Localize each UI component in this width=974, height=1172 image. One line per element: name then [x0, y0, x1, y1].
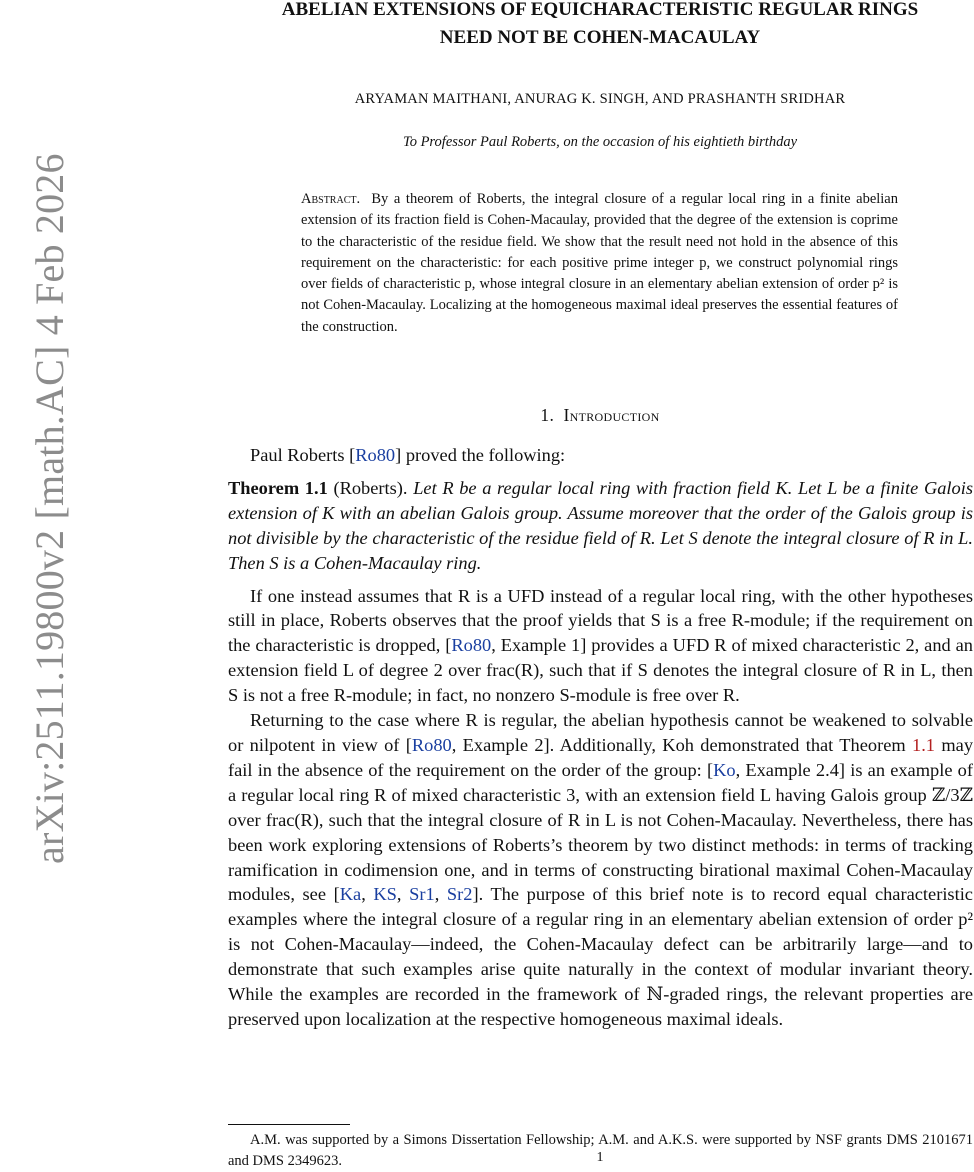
intro-text-end: ] proved the following: — [395, 445, 566, 465]
theorem-reference-link[interactable]: 1.1 — [912, 734, 936, 755]
citation-ro80[interactable]: Ro80 — [451, 635, 492, 656]
footnote-divider — [228, 1124, 350, 1125]
author-list: ARYAMAN MAITHANI, ANURAG K. SINGH, AND PRASHANTH SRIDHAR — [354, 91, 846, 107]
citation-ko[interactable]: Ko — [713, 759, 736, 780]
paragraph-text: , Example 2.4] is an example of a regular local ring R of mixed characteristic 3, with an extension field L having Galois group ℤ/3ℤ over frac(R), such that the integral closure of R in L is not Cohen-Macaulay. Nevertheless, there has been work exploring extensions of Roberts’s theorem by two distinct methods: in terms of tracking ramification in codimension one, and in terms of constructing birational maximal Cohen-Macaulay modules, see [ — [228, 759, 973, 905]
separator: , — [396, 884, 410, 905]
paragraph-regular — [228, 708, 973, 1032]
dedication: To Professor Paul Roberts, on the occasion of his eightieth birthday — [402, 134, 798, 150]
paragraph-text: , Example 2]. Additionally, Koh demonstrated that Theorem — [451, 734, 913, 755]
paragraph-text: If one instead assumes that R is a UFD instead of a regular local ring, with the other hypotheses still in place, Roberts observes that the proof yields that S is a free R-module; if the requirement on the characteristic is dropped, [ — [228, 585, 973, 656]
paragraph-text: ]. The purpose of this brief note is to record equal characteristic examples where the integral closure of a regular ring in an elementary abelian extension of order p² is not Cohen-Macaulay—indeed, the Cohen-Macaulay defect can be arbitrarily large—and to demonstrate that such examples arise quite naturally in the context of modular invariant theory. While the examples are recorded in the framework of ℕ-graded rings, the relevant properties are preserved upon localization at the respective homogeneous maximal ideals. — [228, 884, 973, 1029]
theorem-label: Theorem 1.1 — [228, 477, 328, 498]
abstract — [301, 189, 898, 338]
body-text — [228, 443, 973, 1032]
abstract-text: By a theorem of Roberts, the integral closure of a regular local ring in a finite abelian extension of its fraction field is Cohen-Macaulay, provided that the degree of the extension is coprime to the characteristic of the residue field. We show that the result need not hold in the absence of this requirement on the characteristic: for each positive prime integer p, we construct polynomial rings over fields of characteristic p, whose integral closure in an elementary abelian extension of order p² is not Cohen-Macaulay. Localizing at the homogeneous maximal ideal preserves the essential features of the construction. — [301, 191, 898, 335]
section-number: 1. — [540, 405, 555, 425]
paragraph-text: , Example 1] provides a UFD R of mixed characteristic 2, and an extension field L of degree 2 over frac(R), such that if S denotes the integral closure of R in L, then S is not a free R-module; in fact, no nonzero S-module is free over R. — [228, 635, 973, 706]
theorem-statement: Let R be a regular local ring with fraction field K. Let L be a finite Galois extension of K with an abelian Galois group. Assume moreover that the order of the Galois group is not divisible by the characteristic of the residue field of R. Let S denote the integral closure of R in L. Then S is a Cohen-Macaulay ring. — [228, 477, 973, 573]
paper-title — [228, 0, 972, 52]
citation-sr2[interactable]: Sr2 — [446, 884, 473, 905]
paragraph-text: Returning to the case where R is regular, the abelian hypothesis cannot be weakened to solvable or nilpotent in view of [ — [228, 710, 973, 755]
paragraph-text: may fail in the absence of the requirement on the order of the group: [ — [228, 734, 974, 780]
separator: , — [361, 884, 374, 905]
section-title: Introduction — [563, 405, 660, 425]
theorem-1-1 — [228, 476, 973, 576]
section-heading — [228, 405, 972, 426]
intro-text: Paul Roberts [ — [250, 445, 356, 465]
title-line-2: NEED NOT BE COHEN-MACAULAY — [439, 27, 761, 48]
citation-ka[interactable]: Ka — [339, 884, 362, 905]
arxiv-identifier-watermark: arXiv:2511.19800v2 [math.AC] 4 Feb 2026 — [27, 153, 72, 864]
citation-ro80[interactable]: Ro80 — [411, 734, 452, 755]
citation-sr1[interactable]: Sr1 — [409, 884, 435, 905]
separator: , — [434, 884, 447, 905]
intro-paragraph — [228, 443, 973, 468]
citation-ks[interactable]: KS — [373, 884, 397, 905]
paragraph-ufd — [228, 584, 973, 709]
funding-footnote: A.M. was supported by a Simons Dissertation Fellowship; A.M. and A.K.S. were supported by NSF grants DMS 2101671 and DMS 2349623. — [228, 1132, 973, 1169]
citation-ro80[interactable]: Ro80 — [355, 445, 396, 465]
title-line-1: ABELIAN EXTENSIONS OF EQUICHARACTERISTIC REGULAR RINGS — [281, 0, 919, 20]
theorem-attribution: (Roberts). — [333, 477, 408, 498]
abstract-label: Abstract. — [301, 191, 361, 207]
page-number: 1 — [596, 1150, 604, 1165]
